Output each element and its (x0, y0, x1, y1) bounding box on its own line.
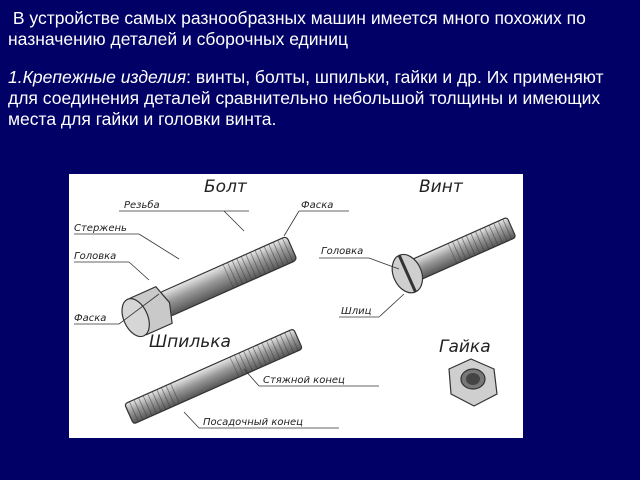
screw-title: Винт (419, 177, 463, 197)
shank-label: Стержень (74, 223, 127, 234)
intro-text: В устройстве самых разнообразных машин имеется много похожих по назначению деталей и сборочных единиц (8, 8, 586, 49)
screw-head-label: Головка (321, 246, 364, 257)
nut-title: Гайка (439, 337, 491, 357)
clamp-end-label: Стяжной конец (263, 375, 345, 386)
bolt-title: Болт (204, 177, 247, 197)
intro-paragraph (8, 8, 633, 50)
seating-end-label: Посадочный конец (203, 417, 303, 428)
screw-drawing (386, 209, 519, 298)
nut-drawing (449, 359, 497, 406)
bolt-drawing (117, 230, 300, 341)
fasteners-figure (69, 174, 523, 438)
bolt-head-label: Головка (74, 251, 117, 262)
item-term: Крепежные изделия (22, 67, 187, 87)
thread-label: Резьба (124, 200, 160, 211)
item-number: 1. (8, 67, 23, 87)
item-text: : винты, болты, шпильки, гайки и др. Их применяют для соединения деталей сравнительно небольшой толщины и имеющих места для гайки и головки винта. (8, 67, 604, 129)
chamfer-bottom-label: Фаска (74, 313, 107, 324)
slot-label: Шлиц (341, 306, 372, 317)
stud-title: Шпилька (149, 332, 231, 352)
chamfer-top-label: Фаска (301, 200, 334, 211)
fasteners-paragraph (8, 67, 636, 130)
